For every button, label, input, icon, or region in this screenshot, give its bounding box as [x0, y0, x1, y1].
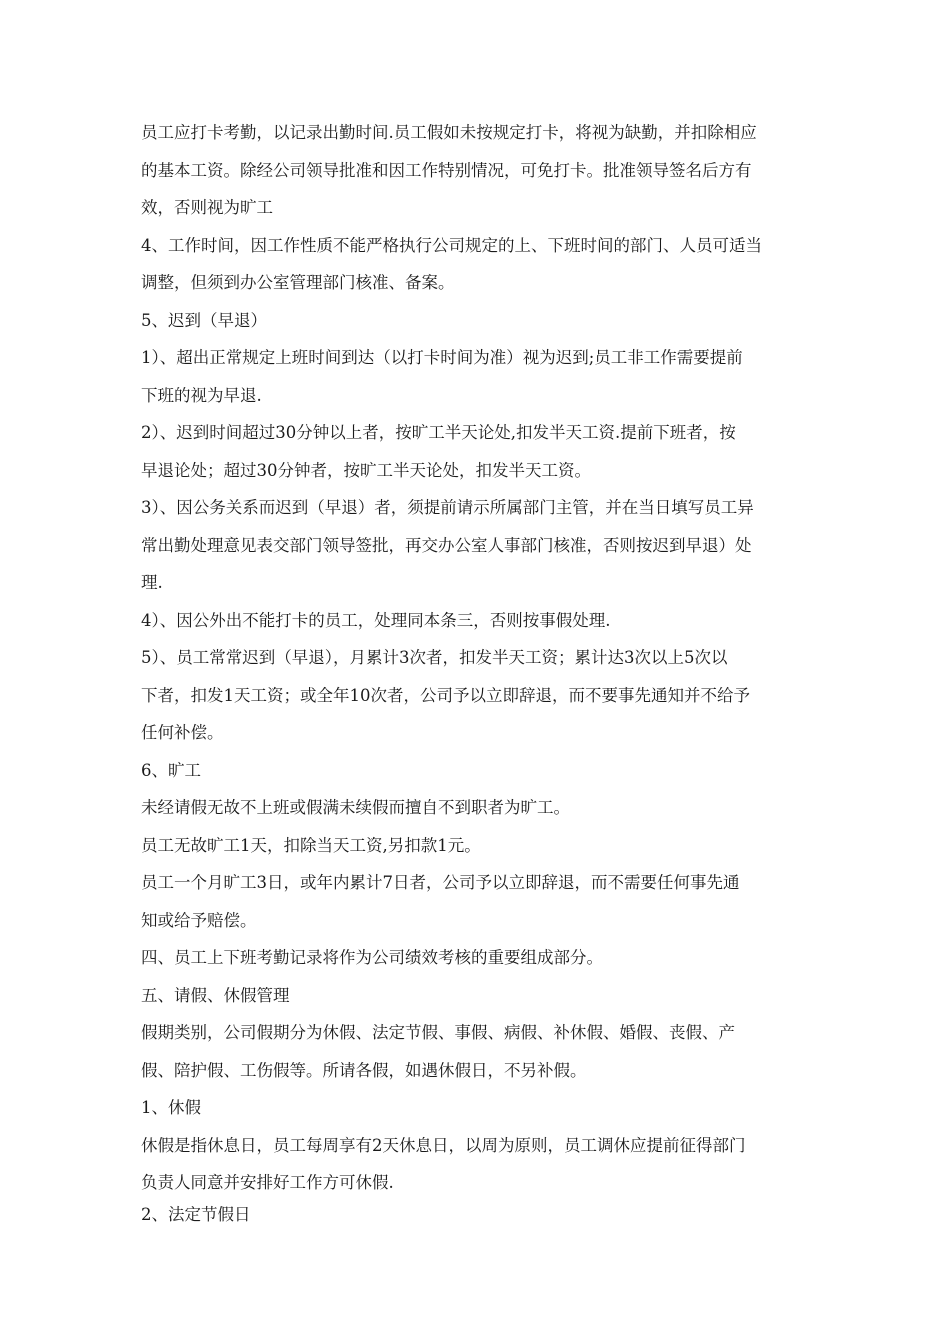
- text-line: 员工一个月旷工3日，或年内累计7日者，公司予以立即辞退，而不需要任何事先通: [141, 873, 740, 892]
- text-line: 假、陪护假、工伤假等。所请各假，如遇休假日，不另补假。: [141, 1060, 587, 1080]
- text-line: 常出勤处理意见表交部门领导签批，再交办公室人事部门核准，否则按迟到早退）处: [141, 535, 752, 555]
- text-line: 3）、因公务关系而迟到（早退）者，须提前请示所属部门主管，并在当日填写员工异: [141, 498, 754, 517]
- text-line: 早退论处；超过30分钟者，按旷工半天论处，扣发半天工资。: [141, 460, 591, 480]
- paragraph: [141, 114, 831, 227]
- paragraph: [141, 1127, 831, 1202]
- paragraph: [141, 639, 831, 752]
- text-line: 效，否则视为旷工: [141, 198, 273, 217]
- text-line: 5、迟到（早退）: [141, 310, 267, 330]
- paragraph: [141, 789, 831, 827]
- text-line: 调整，但须到办公室管理部门核准、备案。: [141, 273, 455, 292]
- paragraph: [141, 414, 831, 489]
- text-line: 2）、迟到时间超过30分钟以上者，按旷工半天论处,扣发半天工资.提前下班者，按: [141, 423, 736, 442]
- paragraph: [141, 1014, 831, 1089]
- text-line: 的基本工资。除经公司领导批准和因工作特别情况，可免打卡。批准领导签名后方有: [141, 160, 752, 180]
- text-line: 1、休假: [141, 1098, 201, 1117]
- paragraph: [141, 339, 831, 414]
- text-line: 1）、超出正常规定上班时间到达（以打卡时间为准）视为迟到;员工非工作需要提前: [141, 348, 743, 367]
- paragraph: [141, 827, 831, 865]
- text-line: 负责人同意并安排好工作方可休假.: [141, 1173, 394, 1192]
- text-line: 员工无故旷工1天，扣除当天工资,另扣款1元。: [141, 835, 481, 855]
- paragraph: [141, 864, 831, 939]
- document-body: [141, 114, 831, 1233]
- paragraph: [141, 227, 831, 302]
- paragraph: [141, 489, 831, 602]
- section-heading: [141, 302, 831, 340]
- section-heading: [141, 752, 831, 790]
- text-line: 五、请假、休假管理: [141, 985, 290, 1005]
- text-line: 休假是指休息日，员工每周享有2天休息日，以周为原则，员工调休应提前征得部门: [141, 1135, 746, 1155]
- text-line: 员工应打卡考勤，以记录出勤时间.员工假如未按规定打卡，将视为缺勤，并扣除相应: [141, 123, 757, 142]
- text-line: 2、法定节假日: [141, 1204, 251, 1224]
- text-line: 未经请假无故不上班或假满未续假而擅自不到职者为旷工。: [141, 798, 570, 817]
- section-heading: [141, 1089, 831, 1127]
- text-line: 4）、因公外出不能打卡的员工，处理同本条三，否则按事假处理.: [141, 610, 611, 630]
- text-line: 下者，扣发1天工资；或全年10次者，公司予以立即辞退，而不要事先通知并不给予: [141, 685, 750, 705]
- section-heading: [141, 977, 831, 1015]
- text-line: 知或给予赔偿。: [141, 910, 257, 930]
- text-line: 6、旷工: [141, 760, 201, 780]
- text-line: 四、员工上下班考勤记录将作为公司绩效考核的重要组成部分。: [141, 948, 603, 967]
- text-line: 任何补偿。: [141, 723, 224, 742]
- paragraph: [141, 602, 831, 640]
- text-line: 假期类别，公司假期分为休假、法定节假、事假、病假、补休假、婚假、丧假、产: [141, 1023, 735, 1042]
- text-line: 4、工作时间，因工作性质不能严格执行公司规定的上、下班时间的部门、人员可适当: [141, 235, 762, 255]
- text-line: 5）、员工常常迟到（早退），月累计3次者，扣发半天工资；累计达3次以上5次以: [141, 648, 728, 667]
- section-heading: [141, 1196, 831, 1234]
- text-line: 下班的视为早退.: [141, 385, 262, 405]
- text-line: 理.: [141, 573, 163, 592]
- section-heading: [141, 939, 831, 977]
